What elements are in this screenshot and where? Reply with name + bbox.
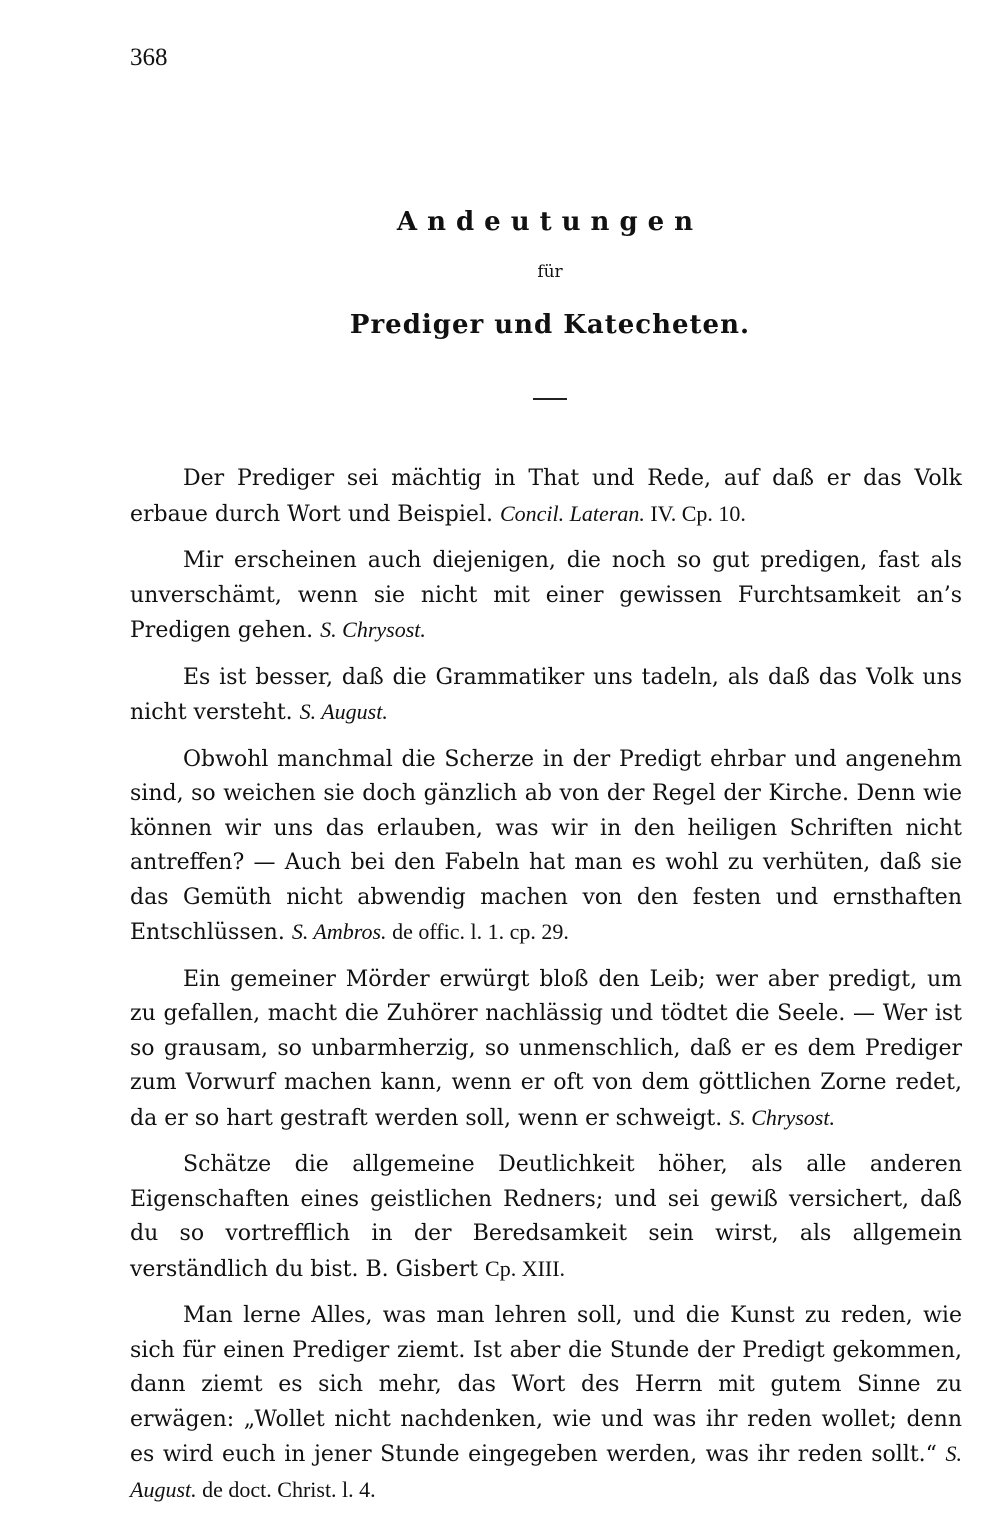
quote-paragraph [130, 1148, 962, 1287]
quote-text: Der Prediger sei mächtig in That und Rede, auf daß er das Volk erbaue durch Wort und Beispiel. [130, 466, 962, 527]
quote-reference: de offic. l. 1. cp. 29. [386, 919, 569, 944]
quote-text: Ein gemeiner Mörder erwürgt bloß den Leib; wer aber predigt, um zu gefallen, macht die Zuhörer nachlässig und tödtet die Seele. — Wer ist so grausam, so unbarmherzig, so unmenschlich, daß er es dem Prediger zum Vorwurf machen kann, wenn er oft von dem göttlichen Zorne redet, da er so hart gestraft werden soll, wenn er schweigt. [130, 966, 962, 1131]
title-connector: für [537, 262, 563, 282]
quote-text: Schätze die allgemeine Deutlichkeit höher, als alle anderen Eigenschaften eines geistlichen Redners; und sei gewiß versichert, daß du so vortrefflich in der Beredsamkeit sein wirst, als allgemein verständlich du bist. B. Gisbert [130, 1152, 962, 1282]
section-subtitle: Prediger und Katecheten. [349, 310, 751, 340]
quote-reference: de doct. Christ. l. 4. [196, 1476, 376, 1502]
quote-text: Obwohl manchmal die Scherze in der Predigt ehrbar und angenehm sind, so weichen sie doch gänzlich ab von der Regel der Kirche. Denn wie können wir uns das erlauben, was wir in den heiligen Schriften nicht antreffen? — Auch bei den Fabeln hat man es wohl zu verhüten, daß sie das Gemüth nicht abwendig machen von den festen und ernsthaften Entschlüssen. [130, 746, 962, 945]
quote-text: Es ist besser, daß die Grammatiker uns tadeln, als daß das Volk uns nicht versteht. [130, 664, 962, 725]
quote-source: S. August. [299, 699, 388, 724]
body-text [130, 462, 962, 1520]
quote-source: Concil. Lateran. [499, 500, 645, 526]
quote-paragraph [130, 462, 962, 532]
quote-source: S. Chrysost. [729, 1104, 835, 1130]
quote-reference: Cp. XIII. [485, 1255, 566, 1281]
quote-reference: IV. Cp. 10. [644, 500, 746, 526]
quote-paragraph [130, 544, 962, 649]
quote-source: S. Ambros. [291, 919, 387, 944]
quote-source: S. Chrysost. [320, 617, 426, 642]
quote-paragraph [130, 963, 962, 1137]
title-divider [533, 398, 567, 400]
quote-paragraph [130, 661, 962, 731]
page-number: 368 [130, 44, 168, 71]
quote-text: Mir erscheinen auch diejenigen, die noch so gut predigen, fast als unverschämt, wenn sie nicht mit einer gewissen Furchtsamkeit an’s Predigen gehen. [130, 548, 962, 643]
quote-source: S. August. [130, 1441, 962, 1502]
section-title: Andeutungen [396, 207, 704, 237]
quote-text: Man lerne Alles, was man lehren soll, und die Kunst zu reden, wie sich für einen Prediger ziemt. Ist aber die Stunde der Predigt gekommen, dann ziemt es sich mehr, das Wort des Herrn mit gutem Sinne zu erwägen: „Wollet nicht nachdenken, wie und was ihr reden wollet; denn es wird euch in jener Stunde eingegeben werden, was ihr reden sollt.“ [130, 1303, 962, 1467]
quote-paragraph [130, 743, 962, 951]
quote-paragraph [130, 1299, 962, 1508]
